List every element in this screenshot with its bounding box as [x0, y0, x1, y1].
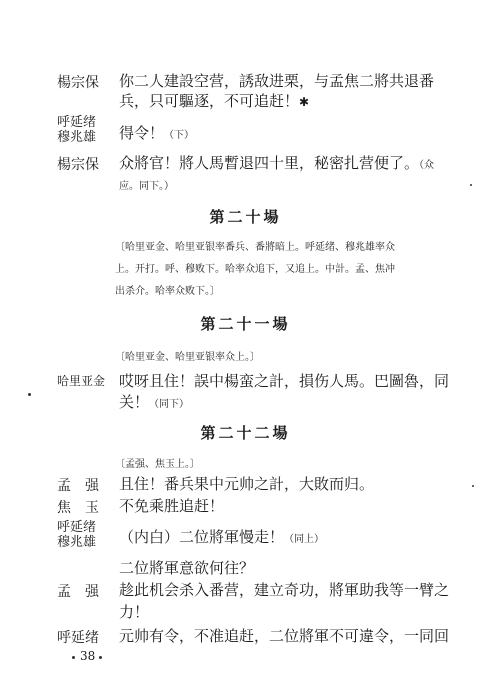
stage-direction: 上。开打。呼、穆败下。哈率众追下，又追上。中計。孟、焦冲: [115, 264, 395, 275]
speaker-mu-zhaoxiong: 穆兆雄: [57, 535, 97, 550]
dialogue-line: [119, 391, 189, 412]
dialogue-line: 你二人建設空营，誘敌进栗，与孟焦二將共退番: [119, 72, 435, 90]
dialogue-line: 哎呀且住！誤中楊蛮之計，損伤人馬。巴圖魯，同: [119, 372, 450, 390]
speaker-jiao-yu: 焦 玉: [57, 500, 99, 516]
flourish-mark: ✱: [299, 95, 310, 109]
dialogue-line: 力！: [119, 603, 150, 621]
scene-20-heading: 第二十場: [209, 208, 282, 226]
speaker-huyan-xu: 呼延绪: [57, 115, 97, 130]
stage-direction: 〔哈里亚金、哈里亚银率众上。〕: [115, 352, 260, 363]
speaker-huyan-xu: 呼延绪: [57, 630, 99, 646]
speaker-meng-qiang: 孟 强: [57, 478, 99, 494]
scene-21-heading: 第二十一場: [200, 315, 291, 333]
speaker-huyan-xu: 呼延绪: [57, 520, 97, 535]
speaker-yang-zongbao-2: 楊宗保: [57, 157, 99, 173]
page-number-dot: [99, 656, 102, 659]
speaker-mu-zhaoxiong: 穆兆雄: [57, 130, 97, 145]
page-number: 38: [80, 649, 96, 663]
dialogue-line: 不免乘胜追赶！: [119, 497, 225, 515]
dialogue-text: 兵，只可驅逐，不可追赶！: [119, 92, 300, 110]
stage-direction: 〔孟强、焦玉上。〕: [115, 459, 200, 470]
stage-direction: 应。同下。）: [119, 181, 174, 192]
dialogue-line: 二位將軍意欲何往？: [119, 559, 255, 577]
stage-direction: 〔哈里亚金、哈里亚银率番兵、番將暗上。呼延绪、穆兆雄率众: [115, 242, 395, 253]
dialogue-text: 得令！: [119, 124, 165, 142]
dialogue-line: 元帅有令，不准追赶，二位將軍不可違令，一同回: [119, 627, 450, 645]
stage-direction: （下）: [164, 130, 195, 141]
stage-direction: （同下）: [149, 399, 190, 410]
dialogue-text: 关！: [119, 393, 150, 411]
stage-direction: （同上）: [284, 534, 325, 545]
speaker-hali-yajin: 哈里亚金: [57, 374, 106, 388]
scene-22-heading: 第二十二場: [200, 424, 291, 442]
dialogue-line: [119, 90, 309, 111]
dialogue-line: 趁此机会杀入番营，建立奇功，將軍助我等一臂之: [119, 581, 450, 599]
dialogue-text: 众將官！將人馬暫退四十里，秘密扎营便了。: [119, 154, 420, 172]
scan-speck: [28, 393, 31, 396]
stage-direction: （众: [419, 160, 435, 171]
page-number-dot: [72, 656, 75, 659]
stage-direction: 出杀介。哈率众败下。〕: [115, 286, 220, 297]
dialogue-line: [119, 526, 324, 547]
dialogue-text: （内白）二位將軍慢走！: [119, 528, 285, 546]
dialogue-line: [119, 152, 434, 173]
scan-speck: [470, 184, 472, 186]
speaker-yang-zongbao-1: 楊宗保: [57, 75, 99, 91]
speaker-meng-qiang: 孟 强: [57, 584, 99, 600]
scan-speck: [472, 485, 474, 487]
dialogue-line: [119, 122, 194, 143]
dialogue-line: 且住！番兵果中元帅之計，大敗而归。: [119, 475, 375, 493]
